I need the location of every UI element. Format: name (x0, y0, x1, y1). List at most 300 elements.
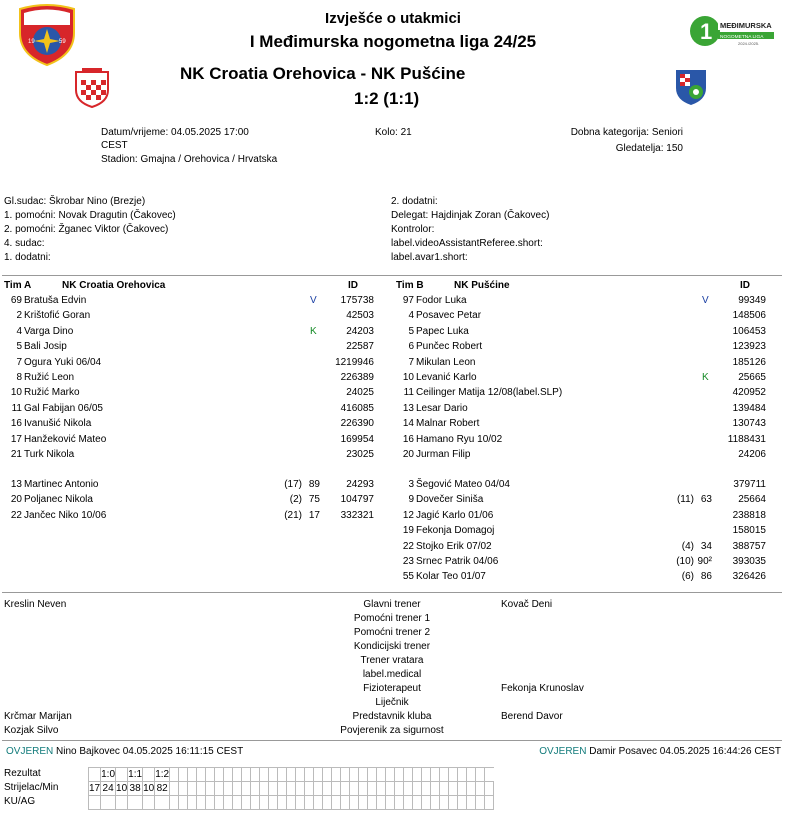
home-team-crest (74, 66, 110, 108)
sub-name: Kolar Teo 01/07 (416, 571, 486, 583)
grid-label-result: Rezultat (4, 768, 41, 779)
score-grid-cell (260, 782, 269, 796)
staff-away-name: Kovač Deni (501, 599, 553, 610)
score-grid-cell (260, 768, 269, 782)
official-right-line: Delegat: Hajdinjak Zoran (Čakovec) (391, 210, 550, 221)
spectators: Gledatelja: 150 (615, 143, 683, 154)
score-grid-cell (323, 782, 332, 796)
score-grid-cell (269, 782, 278, 796)
player-name: Levanić Karlo (416, 372, 477, 383)
player-id: 130743 (732, 418, 766, 430)
score-grid-cell (251, 768, 260, 782)
score-grid-cell (260, 796, 269, 810)
score-grid-cell (224, 768, 233, 782)
score-grid-cell (458, 796, 467, 810)
player-name: Ogura Yuki 06/04 (24, 356, 102, 368)
official-left-line: Gl.sudac: Škrobar Nino (Brezje) (4, 196, 146, 207)
player-number: 6 (408, 341, 414, 353)
score-grid-cell (404, 796, 413, 810)
score-grid-cell (467, 796, 476, 810)
player-id: 24206 (738, 449, 766, 460)
sub-id: 158015 (732, 525, 766, 537)
score-grid-cell: 24 (102, 783, 114, 794)
score-grid-cell (314, 796, 323, 810)
verified-home (6, 746, 243, 757)
score-grid-cell (206, 796, 215, 810)
player-role-badge: V (310, 295, 317, 306)
score-grid-cell (422, 796, 431, 810)
score-grid-cell (332, 768, 341, 782)
sub-number: 22 (10, 509, 22, 521)
sub-id: 379711 (733, 479, 766, 490)
official-left-line: 4. sudac: (4, 238, 45, 249)
sub-number: 55 (402, 571, 414, 583)
away-team-crest (674, 66, 708, 106)
score-grid-cell (188, 768, 197, 782)
score-grid-cell (368, 796, 377, 810)
sub-id: 104797 (340, 494, 374, 506)
sub-replaced: (4) (681, 540, 694, 552)
score-grid-cell (170, 782, 179, 796)
score-grid-cell (431, 796, 440, 810)
score-grid-cell (296, 796, 305, 810)
player-number: 16 (402, 433, 414, 445)
player-name: Punčec Robert (416, 341, 483, 353)
sub-id: 388757 (732, 540, 766, 552)
staff-role: Trener vratara (360, 655, 424, 666)
score-grid-cell (233, 768, 242, 782)
age-category: Dobna kategorija: Seniori (570, 127, 683, 138)
player-number: 7 (408, 356, 414, 368)
score-grid-cell (485, 796, 494, 810)
score-grid-cell (305, 782, 314, 796)
staff-role: Liječnik (375, 697, 409, 708)
score-grid-cell (458, 782, 467, 796)
score-grid-cell (413, 796, 422, 810)
grid-label-card: KU/AG (4, 796, 36, 807)
player-number: 21 (10, 449, 22, 460)
score-grid-cell (323, 796, 332, 810)
score-grid-cell (314, 782, 323, 796)
player-id: 106453 (732, 325, 766, 337)
score-grid-cell (287, 796, 296, 810)
league-title: I Međimurska nogometna liga 24/25 (249, 32, 537, 51)
player-number: 2 (16, 310, 22, 322)
player-name: Ružić Marko (24, 387, 80, 399)
match-round: Kolo: 21 (375, 127, 412, 138)
score-grid-cell (155, 796, 170, 810)
staff-role: Pomoćni trener 2 (353, 627, 431, 638)
sub-id: 238818 (732, 509, 766, 521)
svg-text:19: 19 (28, 39, 35, 45)
official-left-line: 2. pomoćni: Žganec Viktor (Čakovec) (4, 224, 169, 235)
official-left-line: 1. dodatni: (4, 252, 51, 263)
score-grid-cell (386, 782, 395, 796)
svg-text:2024./2025.: 2024./2025. (738, 41, 760, 46)
score-grid-cell (413, 782, 422, 796)
official-right-line: Kontrolor: (391, 224, 435, 235)
player-number: 10 (10, 387, 22, 399)
score-grid-cell (449, 796, 458, 810)
sub-name: Srnec Patrik 04/06 (416, 556, 499, 567)
player-number: 97 (402, 295, 414, 306)
player-number: 69 (10, 295, 22, 306)
score-grid-cell (323, 768, 332, 782)
sub-minute: 75 (308, 494, 320, 506)
team-b-name: NK Pušćine (454, 280, 510, 291)
score-grid-cell (395, 768, 404, 782)
divider-teams-top (2, 275, 782, 276)
score-grid-cell (413, 768, 422, 782)
score-grid-cell (296, 782, 305, 796)
score-grid-cell (197, 796, 206, 810)
score-grid-cell (485, 782, 494, 796)
player-number: 4 (16, 325, 22, 337)
sub-id: 24293 (346, 479, 374, 490)
sub-id: 332321 (340, 509, 374, 521)
score-grid-cell (431, 768, 440, 782)
staff-home-name: Kreslin Neven (4, 599, 67, 610)
score-grid-cell (296, 768, 305, 782)
verified-away-tag: OVJEREN (539, 746, 587, 757)
player-id: 169954 (340, 433, 374, 445)
score-grid-cell (395, 782, 404, 796)
score-grid-cell (89, 796, 101, 810)
score-grid-cell (305, 796, 314, 810)
team-b-label: Tim B (396, 280, 424, 291)
score-grid-cell (170, 796, 179, 810)
player-id: 1188431 (727, 433, 766, 445)
score-grid-cell (359, 768, 368, 782)
score-grid-cell (404, 768, 413, 782)
player-id: 25665 (738, 372, 766, 383)
score-grid-cell (170, 768, 179, 782)
score-grid-cell (242, 796, 251, 810)
player-name: Ivanušić Nikola (24, 418, 92, 430)
score-grid-cell: 10 (143, 783, 155, 794)
score-grid-cell: 1:0 (101, 769, 116, 780)
sub-number: 20 (10, 494, 22, 506)
staff-role: Kondicijski trener (353, 641, 431, 652)
sub-name: Stojko Erik 07/02 (416, 540, 492, 552)
player-name: Malnar Robert (416, 418, 480, 430)
score-grid-cell (314, 768, 323, 782)
sub-number: 22 (402, 540, 414, 552)
sub-name: Jančec Niko 10/06 (24, 509, 107, 521)
sub-number: 9 (408, 494, 414, 506)
player-id: 23025 (346, 449, 374, 460)
match-datetime: Datum/vrijeme: 04.05.2025 17:00 (101, 127, 249, 138)
player-role-badge: K (310, 325, 317, 337)
player-number: 16 (10, 418, 22, 430)
divider-staff-bottom (2, 740, 782, 741)
score-grid-cell (377, 768, 386, 782)
player-name: Turk Nikola (24, 449, 75, 460)
player-name: Lesar Dario (416, 402, 468, 414)
player-number: 10 (402, 372, 414, 383)
report-title: Izvješće o utakmici (325, 10, 461, 27)
score-grid-cell (332, 782, 341, 796)
player-id: 226389 (340, 372, 374, 383)
score-grid-cell (215, 782, 224, 796)
official-right-line: 2. dodatni: (391, 196, 438, 207)
score-grid-row (89, 782, 494, 796)
official-left-line: 1. pomoćni: Novak Dragutin (Čakovec) (4, 210, 176, 221)
player-name: Ceilinger Matija 12/08(label.SLP) (416, 387, 563, 399)
player-number: 11 (403, 387, 414, 399)
grid-label-scorer: Strijelac/Min (4, 782, 59, 793)
player-name: Gal Fabijan 06/05 (24, 402, 103, 414)
player-id: 22587 (346, 341, 374, 353)
svg-text:NOGOMETNA LIGA: NOGOMETNA LIGA (720, 35, 764, 40)
staff-role: Glavni trener (363, 599, 421, 610)
score-grid-cell (242, 768, 251, 782)
sub-name: Jagić Karlo 01/06 (416, 509, 494, 521)
score-grid-cell (179, 782, 188, 796)
score-grid-cell (440, 768, 449, 782)
player-id: 24203 (346, 325, 374, 337)
sub-replaced: (6) (681, 571, 694, 583)
player-id: 42503 (346, 310, 374, 322)
player-name: Papec Luka (416, 325, 469, 337)
player-name: Hanžeković Mateo (24, 433, 107, 445)
sub-minute: 89 (308, 479, 320, 490)
score-grid-cell (89, 768, 101, 782)
match-result: 1:2 (1:1) (354, 89, 420, 108)
score-grid-row (89, 796, 494, 810)
score-grid-cell (377, 782, 386, 796)
score-grid-cell (440, 796, 449, 810)
sub-name: Šegović Mateo 04/04 (416, 479, 510, 490)
match-stadium: Stadion: Gmajna / Orehovica / Hrvatska (101, 154, 278, 165)
score-grid-cell (440, 782, 449, 796)
staff-home-name: Kozjak Silvo (4, 725, 59, 736)
score-grid-cell (458, 768, 467, 782)
score-grid-cell (449, 782, 458, 796)
score-grid-cell (422, 768, 431, 782)
score-grid-cell (350, 796, 359, 810)
verified-away-text: Damir Posavec 04.05.2025 16:44:26 CEST (589, 746, 781, 757)
sub-id: 25664 (738, 494, 766, 506)
score-grid-cell (206, 768, 215, 782)
score-grid-cell: 1:1 (128, 769, 143, 780)
score-grid-cell (101, 796, 116, 810)
score-grid-cell (206, 782, 215, 796)
sub-minute: 86 (700, 571, 712, 583)
player-role-badge: K (702, 372, 709, 383)
sub-number: 23 (402, 556, 414, 567)
score-grid-cell (476, 768, 485, 782)
svg-text:59: 59 (59, 39, 66, 45)
score-grid-cell (224, 782, 233, 796)
staff-role: Pomoćni trener 1 (353, 613, 431, 624)
verified-away (539, 746, 781, 757)
score-grid-cell (215, 768, 224, 782)
score-grid-cell (287, 782, 296, 796)
divider-teams-bottom (2, 592, 782, 593)
sub-number: 19 (402, 525, 414, 537)
staff-role: Povjerenik za sigurnost (340, 725, 444, 736)
score-grid-cell (224, 796, 233, 810)
verified-home-tag: OVJEREN (6, 746, 54, 757)
player-id: 420952 (732, 387, 766, 399)
official-right-line: label.videoAssistantReferee.short: (391, 238, 543, 249)
player-id: 185126 (732, 356, 766, 368)
score-grid-cell (143, 796, 155, 810)
score-grid-cell (467, 782, 476, 796)
score-grid-cell (278, 796, 287, 810)
score-grid (88, 767, 494, 810)
score-grid-cell (332, 796, 341, 810)
player-id: 123923 (732, 341, 766, 353)
score-grid-cell (368, 768, 377, 782)
match-title: NK Croatia Orehovica - NK Pušćine (180, 64, 466, 83)
score-grid-cell (476, 796, 485, 810)
score-grid-cell (269, 768, 278, 782)
score-grid-cell (278, 768, 287, 782)
score-grid-cell (395, 796, 404, 810)
score-grid-cell (233, 782, 242, 796)
sub-name: Dovečer Siniša (416, 494, 484, 506)
player-id: 416085 (340, 402, 374, 414)
player-number: 8 (16, 372, 22, 383)
player-number: 13 (402, 402, 414, 414)
player-name: Posavec Petar (416, 310, 482, 322)
player-number: 5 (16, 341, 22, 353)
score-grid-cell (188, 796, 197, 810)
score-grid-cell (341, 782, 350, 796)
score-grid-cell (431, 782, 440, 796)
score-grid-cell: 38 (129, 783, 141, 794)
sub-replaced: (10) (676, 556, 694, 567)
verified-home-text: Nino Bajkovec 04.05.2025 16:11:15 CEST (56, 746, 244, 757)
score-grid-cell (215, 796, 224, 810)
sub-number: 13 (10, 479, 22, 490)
score-grid-cell (179, 768, 188, 782)
sub-minute: 34 (700, 540, 712, 552)
score-grid-cell (197, 768, 206, 782)
score-grid-cell (386, 796, 395, 810)
player-name: Fodor Luka (416, 295, 467, 306)
score-grid-cell (128, 796, 143, 810)
score-grid-cell (476, 782, 485, 796)
score-grid-cell (278, 782, 287, 796)
score-grid-cell (251, 796, 260, 810)
player-name: Ružić Leon (24, 372, 75, 383)
team-b-id-header: ID (740, 280, 750, 291)
player-number: 5 (408, 325, 414, 337)
score-grid-cell (143, 768, 155, 782)
player-number: 14 (402, 418, 414, 430)
score-grid-cell: 10 (116, 783, 128, 794)
score-grid-cell (197, 782, 206, 796)
team-a-id-header: ID (348, 280, 358, 291)
score-grid-cell (467, 768, 476, 782)
sub-id: 393035 (732, 556, 766, 567)
match-timezone: CEST (101, 140, 128, 151)
score-grid-cell (188, 782, 197, 796)
staff-away-name: Fekonja Krunoslav (501, 683, 584, 694)
team-a-name: NK Croatia Orehovica (62, 280, 166, 291)
player-number: 4 (408, 310, 414, 322)
player-id: 226390 (340, 418, 374, 430)
player-id: 1219946 (335, 356, 374, 368)
score-grid-cell (242, 782, 251, 796)
player-id: 99349 (738, 295, 766, 306)
score-grid-cell (116, 796, 128, 810)
sub-replaced: (2) (289, 494, 302, 506)
player-name: Mikulan Leon (416, 356, 476, 368)
player-name: Hamano Ryu 10/02 (416, 433, 503, 445)
player-number: 7 (16, 356, 22, 368)
player-id: 24025 (346, 387, 374, 399)
official-right-line: label.avar1.short: (391, 252, 468, 263)
score-grid-cell (404, 782, 413, 796)
score-grid-cell (422, 782, 431, 796)
score-grid-cell (341, 796, 350, 810)
sub-minute: 17 (308, 509, 320, 521)
staff-away-name: Berend Davor (501, 711, 563, 722)
sub-replaced: (21) (284, 509, 302, 521)
staff-role: Predstavnik kluba (352, 711, 432, 722)
svg-text:1: 1 (700, 19, 713, 44)
score-grid-cell (305, 768, 314, 782)
score-grid-cell (359, 796, 368, 810)
player-number: 11 (11, 402, 22, 414)
score-grid-row (89, 768, 494, 782)
score-grid-cell: 1:2 (155, 769, 170, 780)
score-grid-cell (233, 796, 242, 810)
sub-name: Fekonja Domagoj (416, 525, 495, 537)
sub-number: 3 (408, 479, 414, 490)
staff-home-name: Krčmar Marijan (4, 711, 72, 722)
staff-role: Fizioterapeut (363, 683, 421, 694)
score-grid-cell (485, 768, 494, 782)
sub-replaced: (11) (676, 494, 694, 506)
score-grid-cell (350, 768, 359, 782)
player-id: 139484 (732, 402, 766, 414)
score-grid-cell (449, 768, 458, 782)
sub-name: Martinec Antonio (24, 479, 99, 490)
score-grid-cell (251, 782, 260, 796)
sub-number: 12 (402, 509, 414, 521)
score-grid-cell (368, 782, 377, 796)
player-name: Bratuša Edvin (24, 295, 87, 306)
player-name: Krištofić Goran (24, 310, 91, 322)
sub-id: 326426 (732, 571, 766, 583)
team-a-label: Tim A (4, 280, 32, 291)
player-name: Jurman Filip (416, 449, 471, 460)
player-name: Bali Josip (24, 341, 67, 353)
score-grid-cell: 82 (156, 783, 168, 794)
sub-name: Poljanec Nikola (24, 494, 93, 506)
player-id: 148506 (732, 310, 766, 322)
score-grid-cell (350, 782, 359, 796)
player-role-badge: V (702, 295, 709, 306)
sub-minute: 63 (700, 494, 712, 506)
score-grid-cell (341, 768, 350, 782)
player-number: 17 (10, 433, 22, 445)
score-grid-cell (377, 796, 386, 810)
player-name: Varga Dino (24, 325, 74, 337)
sub-replaced: (17) (284, 479, 302, 490)
svg-text:MEĐIMURSKA: MEĐIMURSKA (720, 21, 772, 30)
staff-role: label.medical (362, 669, 422, 680)
score-grid-cell (116, 768, 128, 782)
score-grid-cell (179, 796, 188, 810)
score-grid-cell (269, 796, 278, 810)
score-grid-cell (287, 768, 296, 782)
